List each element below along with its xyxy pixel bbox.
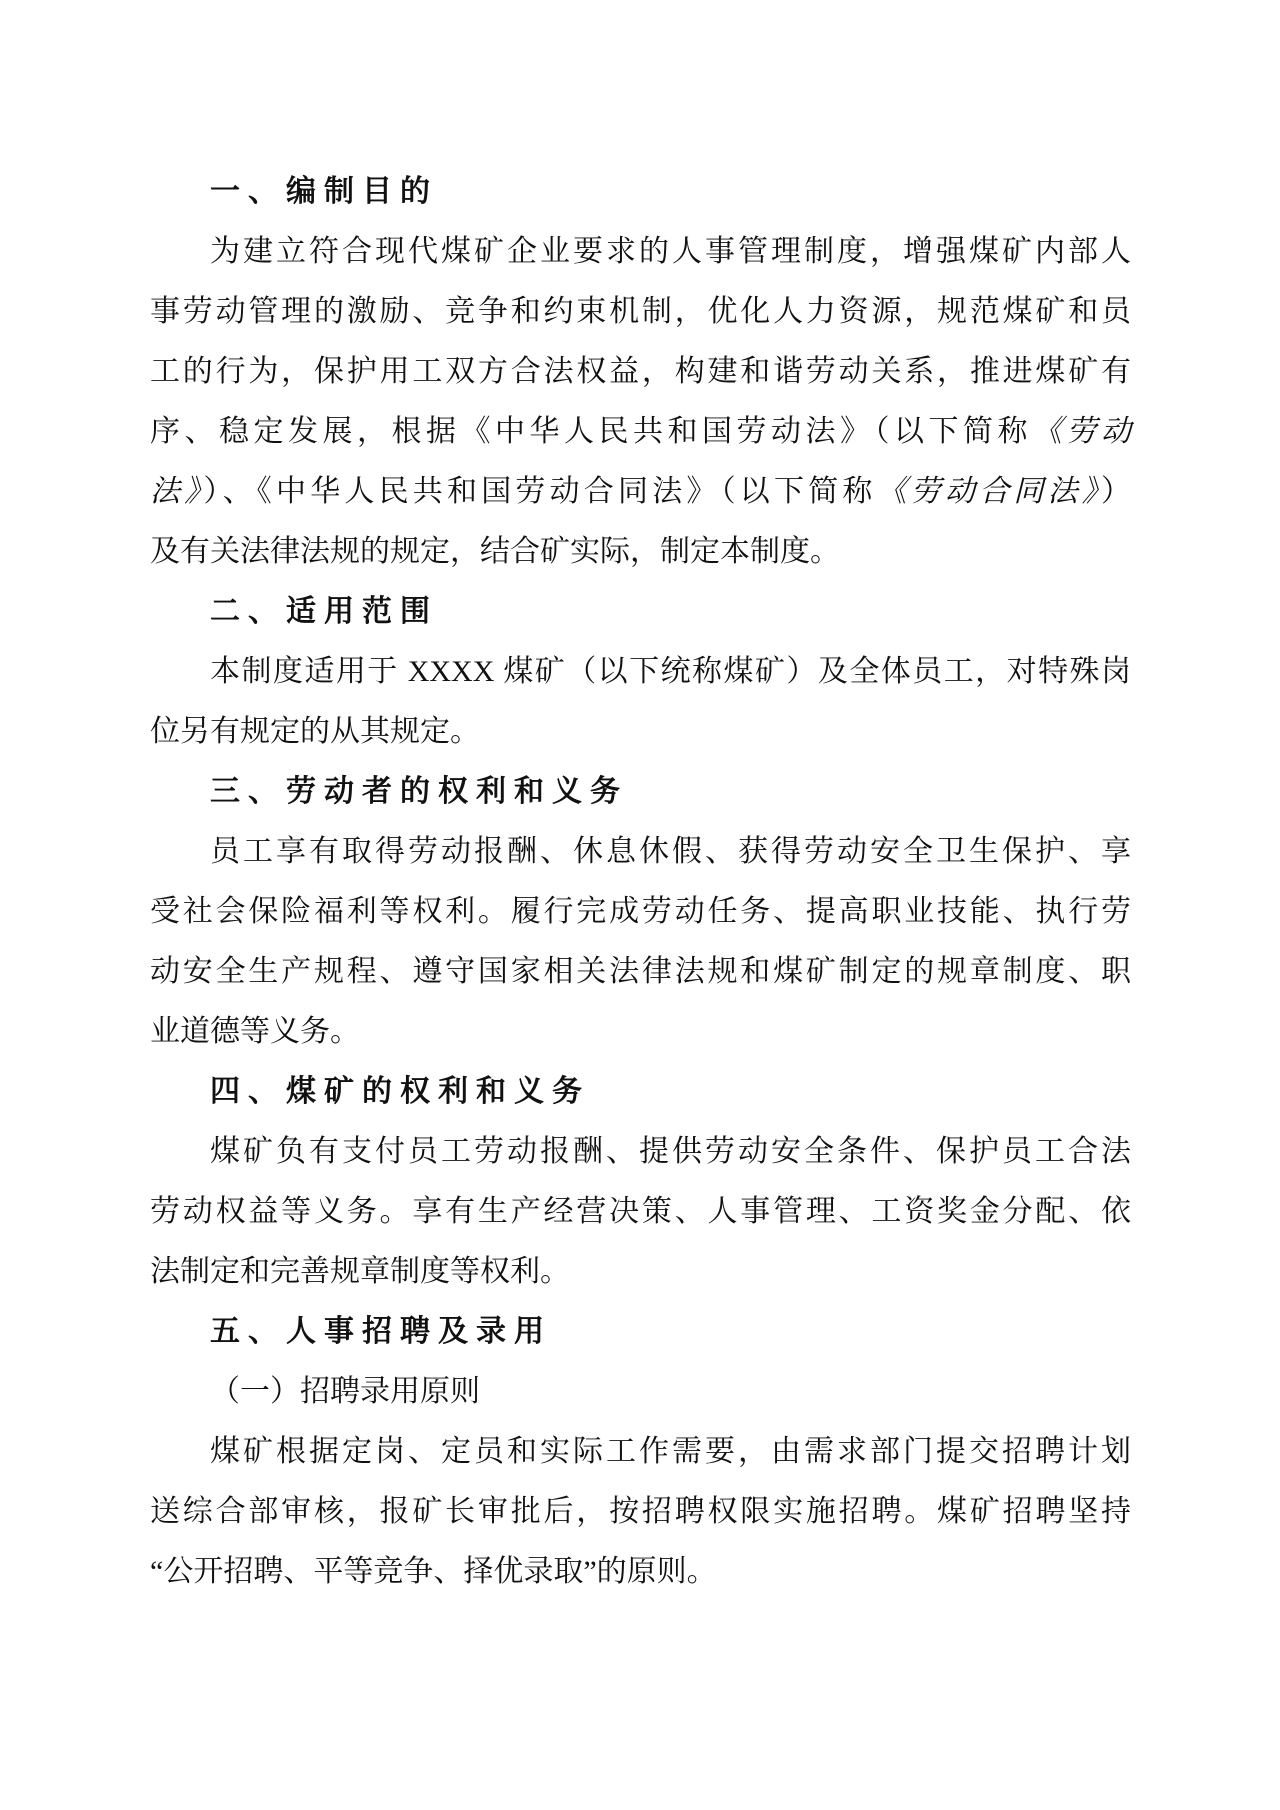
section-heading-3: 三、劳动者的权利和义务 [210, 775, 628, 808]
document-line: 送综合部审核，报矿长审批后，按招聘权限实施招聘。煤矿招聘坚持 [150, 1495, 1131, 1528]
section-heading-2: 二、适用范围 [210, 595, 438, 628]
line-segment: ）、《中华人民共和国劳动合同法》（以下简称 [203, 475, 877, 508]
document-line: 业道德等义务。 [150, 1015, 360, 1048]
section-heading-1: 一、编制目的 [210, 175, 438, 208]
document-line: 煤矿根据定岗、定员和实际工作需要，由需求部门提交招聘计划 [210, 1435, 1131, 1468]
document-line: 工的行为，保护用工双方合法权益，构建和谐劳动关系，推进煤矿有 [150, 355, 1131, 388]
section-subheading: （一）招聘录用原则 [210, 1375, 480, 1408]
law-title-abbrev: 法》 [150, 475, 204, 508]
document-line: 动安全生产规程、遵守国家相关法律法规和煤矿制定的规章制度、职 [150, 955, 1131, 988]
document-line: 事劳动管理的激励、竞争和约束机制，优化人力资源，规范煤矿和员 [150, 295, 1131, 328]
document-line: 本制度适用于 XXXX 煤矿（以下统称煤矿）及全体员工，对特殊岗 [210, 655, 1131, 688]
document-body [150, 162, 1131, 1602]
document-line: 及有关法律法规的规定，结合矿实际，制定本制度。 [150, 535, 840, 568]
section-heading-4: 四、煤矿的权利和义务 [210, 1075, 590, 1108]
document-line: 为建立符合现代煤矿企业要求的人事管理制度，增强煤矿内部人 [210, 235, 1131, 268]
document-line: 劳动权益等义务。享有生产经营决策、人事管理、工资奖金分配、依 [150, 1195, 1131, 1228]
line-segment: 序、稳定发展，根据《中华人民共和国劳动法》（以下简称 [150, 415, 1032, 448]
document-line: 员工享有取得劳动报酬、休息休假、获得劳动安全卫生保护、享 [210, 835, 1131, 868]
document-line: 受社会保险福利等权利。履行完成劳动任务、提高职业技能、执行劳 [150, 895, 1131, 928]
document-line: 法制定和完善规章制度等权利。 [150, 1255, 570, 1288]
line-segment: ） [1101, 475, 1132, 508]
document-line [150, 402, 1131, 462]
law-title-abbrev: 《劳动 [1032, 415, 1131, 448]
document-line [150, 462, 1131, 522]
section-heading-5: 五、人事招聘及录用 [210, 1315, 552, 1348]
document-line: 煤矿负有支付员工劳动报酬、提供劳动安全条件、保护员工合法 [210, 1135, 1131, 1168]
document-line: 位另有规定的从其规定。 [150, 715, 480, 748]
law-title-abbrev: 《劳动合同法》 [876, 475, 1102, 508]
document-line: “公开招聘、平等竞争、择优录取”的原则。 [150, 1555, 717, 1588]
